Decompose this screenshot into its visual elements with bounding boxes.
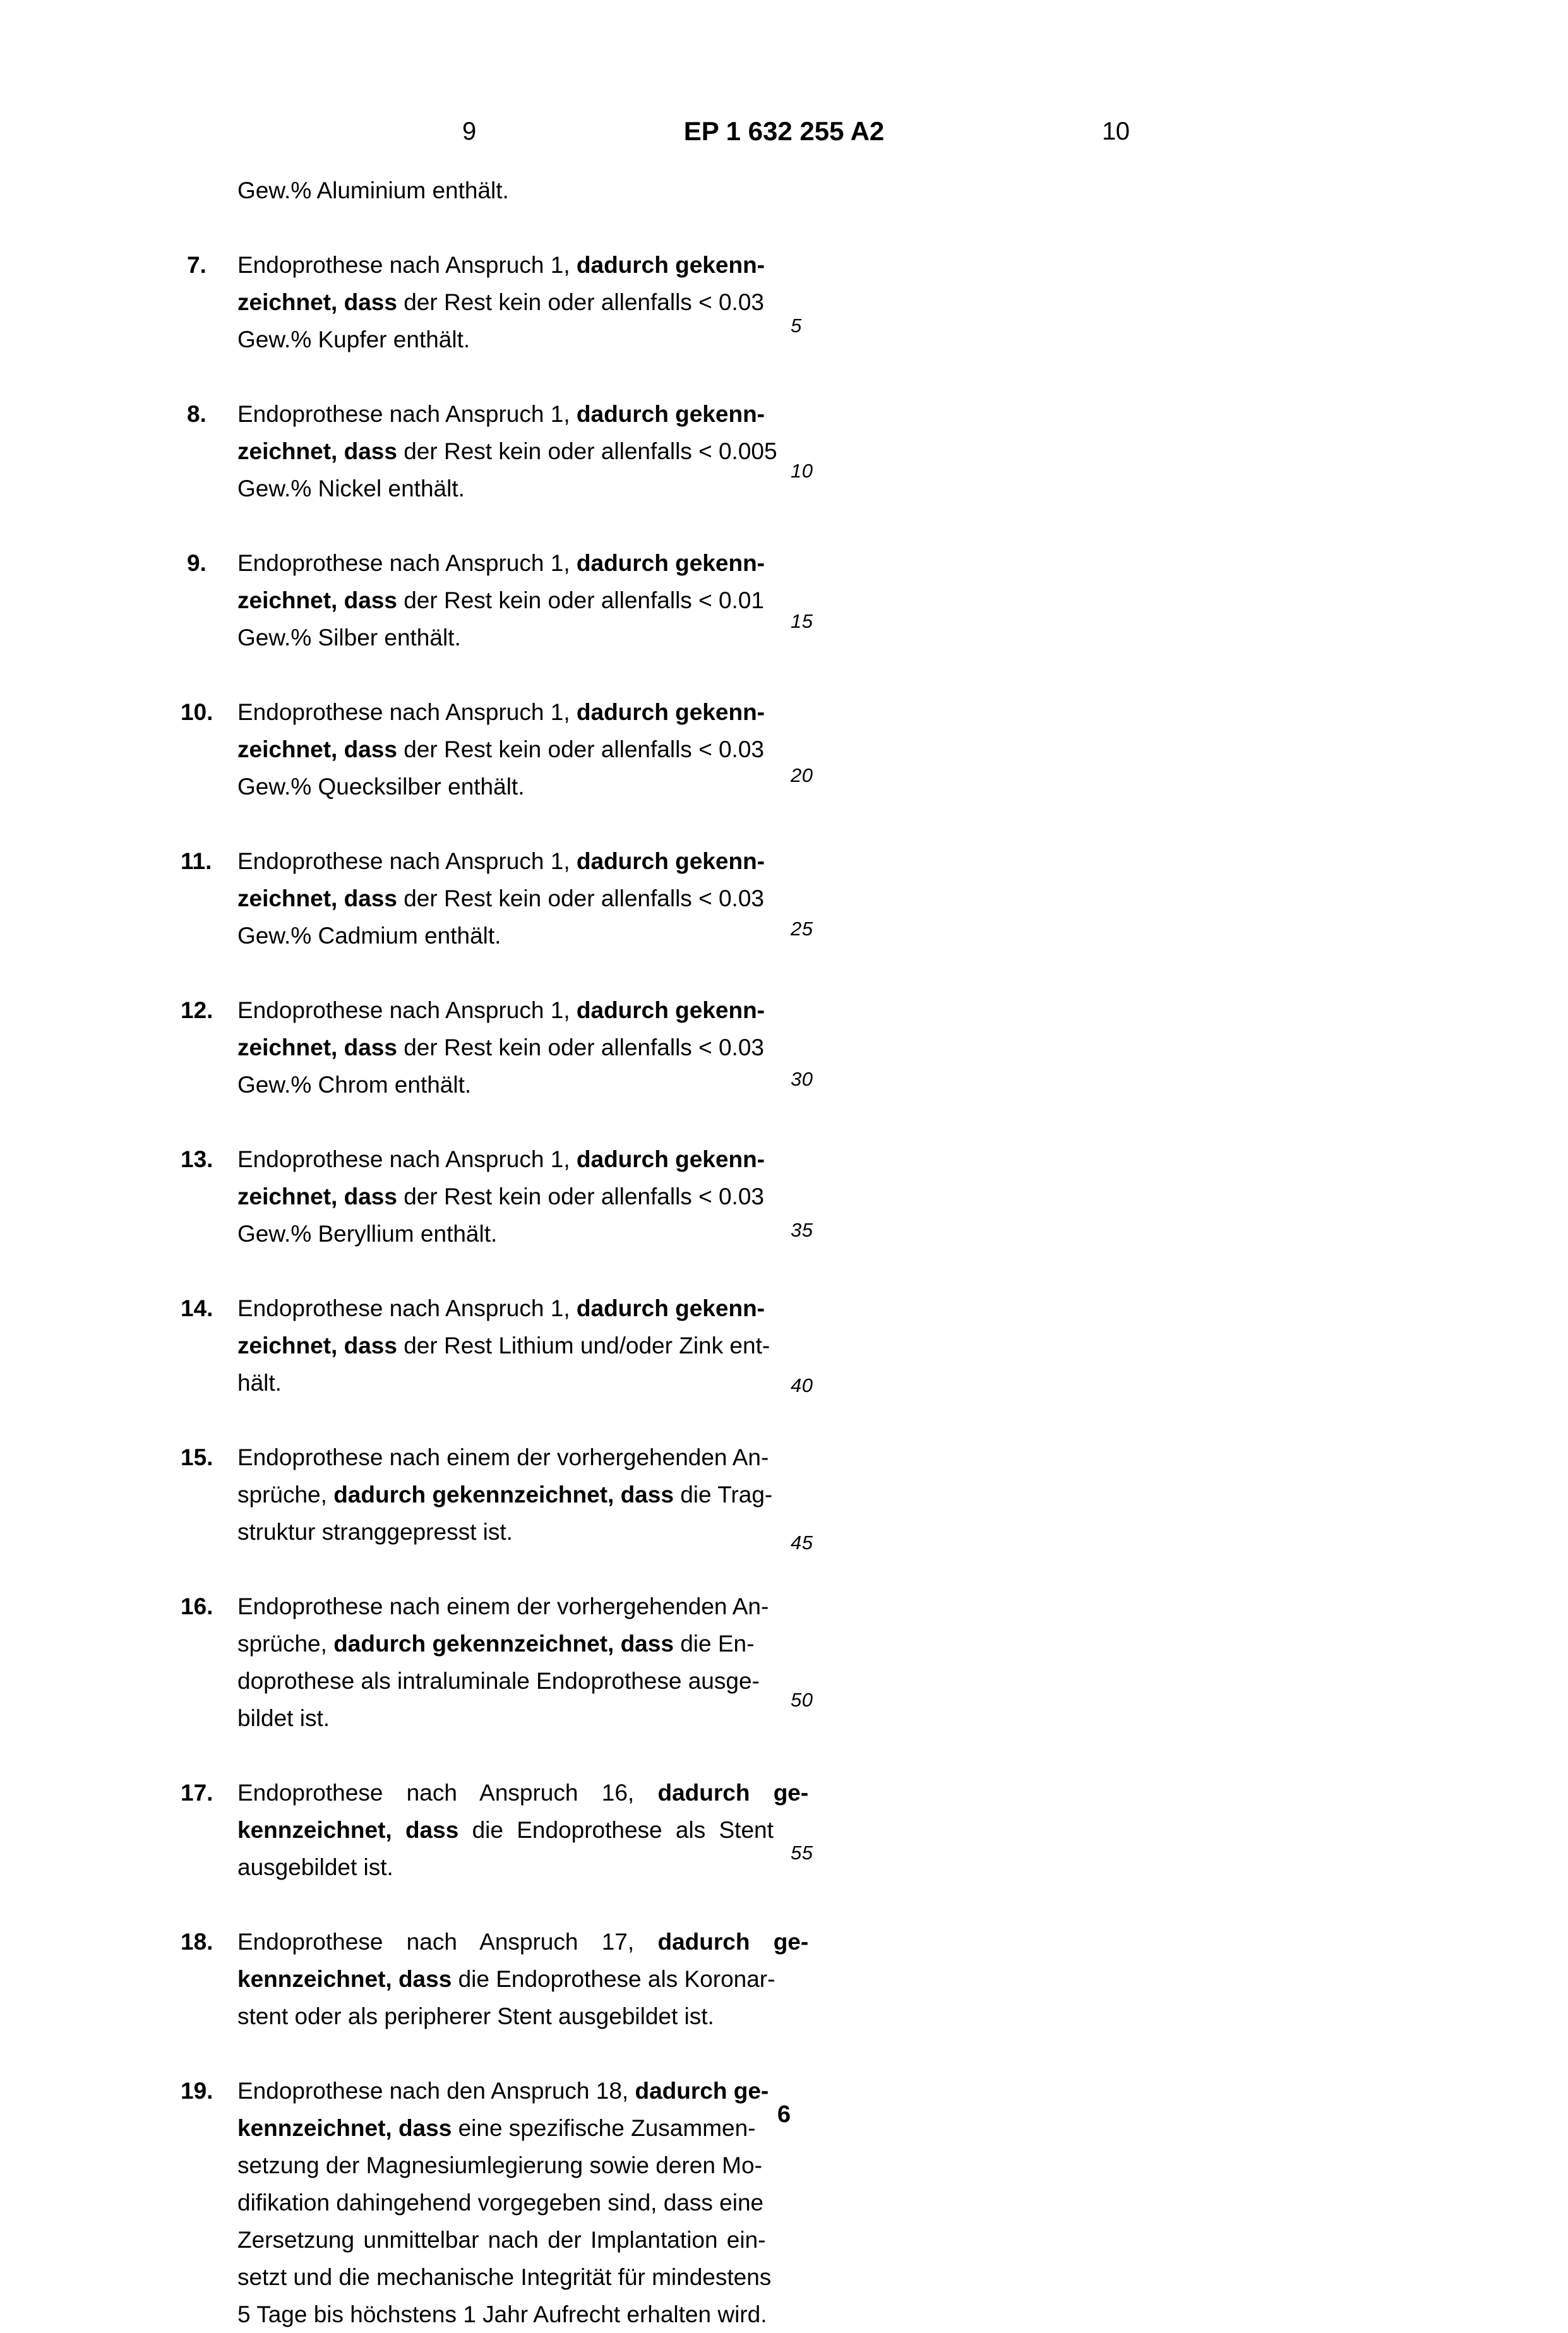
claim-number: 19. <box>181 2078 213 2104</box>
claim-emphasis: zeichnet, dass <box>237 885 397 911</box>
claim-emphasis: kennzeichnet, dass <box>237 2115 452 2141</box>
claim-emphasis: zeichnet, dass <box>237 1184 397 1209</box>
claim-item <box>181 992 768 1103</box>
claim-item <box>187 395 777 507</box>
claim-run: der Rest kein oder allenfalls < 0.005 <box>397 438 777 464</box>
claim-item <box>187 544 768 656</box>
claim-text <box>237 1290 768 1401</box>
claim-item <box>181 1141 768 1252</box>
claim-emphasis: zeichnet, dass <box>237 587 397 613</box>
claim-run: ausgebildet ist. <box>237 1854 393 1880</box>
claim-text-line <box>237 433 777 470</box>
claim-number: 16. <box>181 1593 213 1619</box>
claim-run: Endoprothese nach Anspruch 17, <box>237 1929 658 1955</box>
claim-run: doprothese als intraluminale Endoprothese ausge- <box>237 1668 760 1694</box>
claim-number: 17. <box>181 1780 213 1806</box>
line-number: 50 <box>791 1689 813 1711</box>
claim-text-line <box>237 693 768 731</box>
claim-text-line <box>237 321 768 358</box>
claim-run: setzung der Magnesiumlegierung sowie deren Mo- <box>237 2152 762 2178</box>
claim-item <box>181 1439 773 1550</box>
line-number: 25 <box>791 918 813 940</box>
claim-emphasis: dadurch ge- <box>657 1929 809 1955</box>
claim-run: Endoprothese nach Anspruch 1, <box>237 401 577 427</box>
claim-run: Endoprothese nach Anspruch 1, <box>237 550 577 576</box>
claim-number: 18. <box>181 1929 213 1955</box>
claim-item <box>181 1588 769 1737</box>
claim-item <box>181 843 768 954</box>
claim-run: Endoprothese nach Anspruch 1, <box>237 699 577 725</box>
claim-emphasis: dadurch gekenn- <box>576 1295 765 1321</box>
line-number: 55 <box>791 1842 813 1864</box>
claim-text-line <box>237 917 768 954</box>
claim-text-line <box>237 284 768 321</box>
claim-run: Gew.% Beryllium enthält. <box>237 1221 498 1247</box>
claim-text-line <box>237 731 768 768</box>
line-number: 5 <box>791 315 802 337</box>
claim-text-line <box>237 582 768 619</box>
claim-number: 10. <box>181 699 213 725</box>
claim-run: eine spezifische Zusammen- <box>452 2115 756 2141</box>
claim-text-line <box>237 1215 768 1252</box>
claim-run: der Rest kein oder allenfalls < 0.03 <box>397 736 764 762</box>
claim-text-line <box>237 1662 768 1700</box>
claim-run: hält. <box>237 1370 282 1396</box>
claim-emphasis: dadurch gekennzeichnet, dass <box>333 1631 674 1657</box>
claim-run: der Rest kein oder allenfalls < 0.03 <box>397 1184 764 1209</box>
line-number: 30 <box>791 1068 813 1090</box>
claim-emphasis: dadurch gekenn- <box>576 997 765 1023</box>
claim-text-line <box>237 1774 809 1811</box>
claim-run: setzt und die mechanische Integrität für mindestens <box>237 2264 772 2290</box>
claim-run: Endoprothese nach Anspruch 16, <box>237 1780 658 1806</box>
claim-text-line <box>237 1625 768 1662</box>
claim-run: Endoprothese nach Anspruch 1, <box>237 997 577 1023</box>
claim-text-line <box>237 1960 775 1998</box>
claim-text-line <box>237 992 768 1029</box>
claim-text-line <box>237 1513 768 1550</box>
claim-emphasis: dadurch gekenn- <box>576 1146 765 1172</box>
claim-text <box>237 395 777 507</box>
line-number-margin <box>791 0 866 2216</box>
claim-number: 9. <box>187 550 206 576</box>
claim-run: die En- <box>673 1631 755 1657</box>
claim-run: Endoprothese nach Anspruch 1, <box>237 848 577 874</box>
claim-run: Endoprothese nach Anspruch 1, <box>237 1295 577 1321</box>
claim-emphasis: dadurch gekenn- <box>576 550 765 576</box>
header-left-column-number: 9 <box>462 117 476 145</box>
claim-run: difikation dahingehend vorgegeben sind, dass eine <box>237 2190 764 2216</box>
line-number: 20 <box>791 764 813 786</box>
claim-text-line <box>237 246 768 284</box>
claim-item <box>181 693 768 805</box>
claim-run: Endoprothese nach den Anspruch 18, <box>237 2078 635 2104</box>
footer-page-number: 6 <box>777 2101 791 2128</box>
claim-text-line <box>237 1364 768 1401</box>
claim-run: Gew.% Quecksilber enthält. <box>237 774 525 800</box>
claim-emphasis: dadurch ge- <box>635 2078 769 2104</box>
claim-run: stent oder als peripherer Stent ausgebildet ist. <box>237 2003 714 2029</box>
page-header <box>0 114 1568 149</box>
claim-text-line <box>237 2184 768 2221</box>
claim-run: sprüche, <box>237 1482 334 1508</box>
claim-text <box>237 1588 768 1737</box>
line-number: 10 <box>791 460 813 482</box>
claim-run: der Rest kein oder allenfalls < 0.03 <box>397 1035 764 1060</box>
claim-run: bildet ist. <box>237 1705 330 1731</box>
claim-item <box>181 1290 770 1401</box>
claim-text-line <box>237 1476 773 1513</box>
claim-text-line <box>237 1290 768 1327</box>
claim-text-line <box>237 843 768 880</box>
claim-run: struktur stranggepresst ist. <box>237 1519 513 1545</box>
line-number: 40 <box>791 1374 813 1396</box>
claim-run: die Trag- <box>673 1482 773 1508</box>
claim-text <box>237 544 768 656</box>
claim-text <box>237 843 768 954</box>
claim-text-line <box>237 1811 774 1849</box>
claim-text-line <box>237 1327 768 1364</box>
claim-text <box>237 1141 768 1252</box>
claim-text <box>237 246 768 358</box>
header-right-column-number: 10 <box>1102 117 1130 145</box>
claim-text-line <box>237 395 768 433</box>
claim-text <box>237 1439 773 1550</box>
claim-item <box>187 246 768 358</box>
claim-text-line <box>237 1141 768 1178</box>
claim-run: sprüche, <box>237 1631 334 1657</box>
claim-emphasis: zeichnet, dass <box>237 289 397 315</box>
claim-text-line <box>237 619 768 656</box>
claim-number: 14. <box>181 1295 213 1321</box>
claim-run: der Rest kein oder allenfalls < 0.01 <box>397 587 764 613</box>
claim-run: Gew.% Cadmium enthält. <box>237 923 501 949</box>
claim-emphasis: dadurch gekenn- <box>576 848 765 874</box>
claim-run: die Endoprothese als Stent <box>458 1817 774 1843</box>
claim-text-line <box>237 2296 768 2333</box>
claim-text <box>237 1923 809 2035</box>
claim-text-line <box>237 2147 768 2184</box>
claim-text-line <box>237 1178 768 1215</box>
claim-number: 12. <box>181 997 213 1023</box>
claim-emphasis: zeichnet, dass <box>237 736 397 762</box>
claim-text-line <box>237 1998 768 2035</box>
claim-text-line <box>237 1066 768 1103</box>
claim-emphasis: dadurch gekenn- <box>576 699 765 725</box>
claim-run: der Rest Lithium und/oder Zink ent- <box>397 1333 770 1358</box>
claim-number: 11. <box>181 848 212 874</box>
claim-run: Gew.% Kupfer enthält. <box>237 327 470 352</box>
line-number: 45 <box>791 1532 813 1554</box>
claim-emphasis: kennzeichnet, dass <box>237 1817 459 1843</box>
claim-run: der Rest kein oder allenfalls < 0.03 <box>397 885 764 911</box>
claim-text-line <box>237 1588 768 1625</box>
claim-run: Endoprothese nach Anspruch 1, <box>237 1146 577 1172</box>
claim-text-line <box>237 2221 768 2258</box>
claim-text-line <box>237 880 768 917</box>
claim-item <box>181 1923 809 2035</box>
claim-run: der Rest kein oder allenfalls < 0.03 <box>397 289 764 315</box>
claim-number: 15. <box>181 1444 213 1470</box>
claim-text-line <box>237 1923 809 1960</box>
claim-text-line <box>237 544 768 582</box>
claim-run: Gew.% Chrom enthält. <box>237 1072 472 1098</box>
claim-emphasis: dadurch gekennzeichnet, dass <box>333 1482 674 1508</box>
line-number: 35 <box>791 1219 813 1241</box>
claim-number: 7. <box>187 252 206 278</box>
claim-emphasis: dadurch gekenn- <box>576 252 765 278</box>
claim-emphasis: dadurch gekenn- <box>576 401 765 427</box>
claim-text-line <box>237 1849 768 1886</box>
claim-emphasis: zeichnet, dass <box>237 1333 397 1358</box>
claim-text <box>237 992 768 1103</box>
continuation-line: Gew.% Aluminium enthält. <box>237 177 509 203</box>
claim-emphasis: dadurch ge- <box>657 1780 809 1806</box>
claim-run: Endoprothese nach einem der vorhergehenden An- <box>237 1444 769 1470</box>
claim-text <box>237 693 768 805</box>
claim-run: Zersetzung unmittelbar nach der Implantation ein- <box>237 2227 766 2253</box>
claim-text-line <box>237 1029 768 1066</box>
header-publication-number: EP 1 632 255 A2 <box>683 116 885 146</box>
claim-run: Endoprothese nach Anspruch 1, <box>237 252 577 278</box>
claim-text-line <box>237 1700 768 1737</box>
claim-run: Gew.% Silber enthält. <box>237 625 461 651</box>
claim-run: Gew.% Nickel enthält. <box>237 476 465 501</box>
line-number: 15 <box>791 610 813 632</box>
claim-emphasis: zeichnet, dass <box>237 438 397 464</box>
claim-number: 8. <box>187 401 206 427</box>
claim-text-line <box>237 470 768 507</box>
claim-text-line <box>237 1439 768 1476</box>
claim-emphasis: zeichnet, dass <box>237 1035 397 1060</box>
claim-text-line <box>237 768 768 805</box>
claim-number: 13. <box>181 1146 213 1172</box>
claim-run: Endoprothese nach einem der vorhergehenden An- <box>237 1593 769 1619</box>
claim-run: 5 Tage bis höchstens 1 Jahr Aufrecht erhalten wird. <box>237 2301 767 2327</box>
claim-run: die Endoprothese als Koronar- <box>452 1966 775 1992</box>
claim-emphasis: kennzeichnet, dass <box>237 1966 452 1992</box>
claim-text-line <box>237 2258 772 2296</box>
